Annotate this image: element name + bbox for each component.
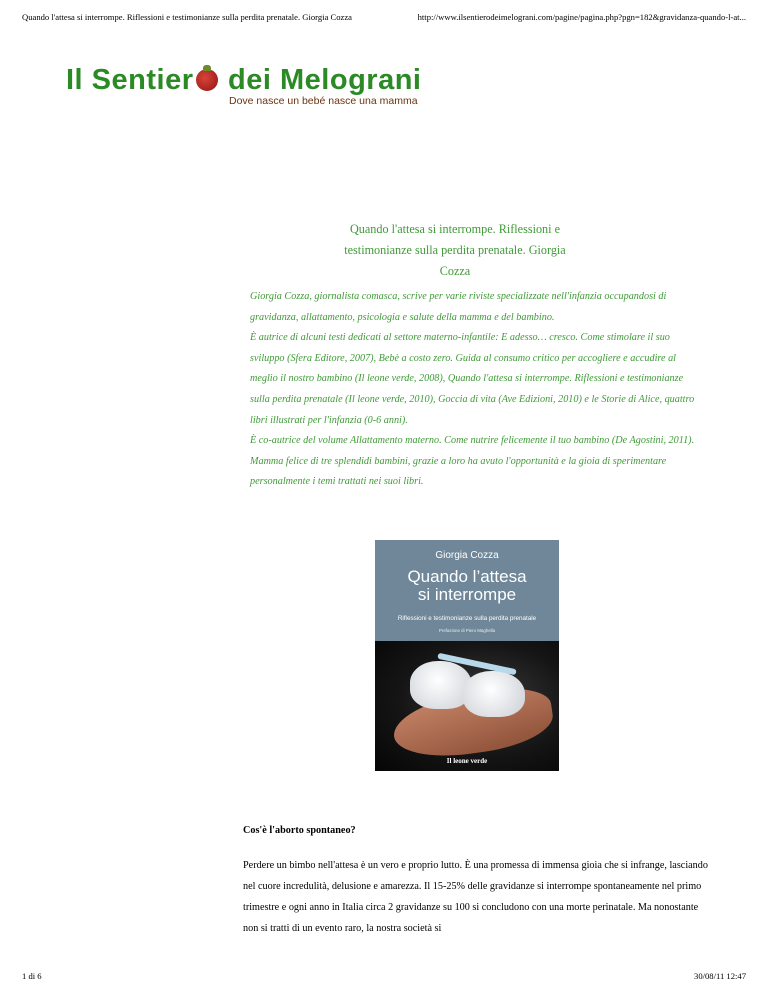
print-header xyxy=(22,12,746,26)
logo-tagline: Dove nasce un bebé nasce una mamma xyxy=(229,95,418,107)
cover-author: Giorgia Cozza xyxy=(435,550,499,561)
print-datetime: 30/08/11 12:47 xyxy=(694,971,746,981)
print-footer xyxy=(22,971,746,985)
cover-title-line: Quando l’attesa xyxy=(407,567,527,586)
bootie-shape xyxy=(463,671,525,717)
article-title-line: testimonianze sulla perdita prenatale. Giorgia xyxy=(344,243,566,257)
body-paragraph: Perdere un bimbo nell'attesa è un vero e proprio lutto. È una promessa di immensa gioia che si infrange, lasciando nel cuore incredulità, delusione e amarezza. Il 15-25% delle gravidanze si interrompe spontaneamente nel primo trimestre e ogni anno in Italia circa 2 gravidanze su 100 si concludono con una morte perinatale. Ma nonostante non si tratti di un evento raro, la nostra società si xyxy=(243,860,708,934)
bio-paragraph: Mamma felice di tre splendidi bambini, grazie a loro ha avuto l'opportunità e la gioia di sperimentare personalmente i temi trattati nei suoi libri. xyxy=(250,455,667,488)
author-bio xyxy=(250,287,702,493)
cover-photo xyxy=(375,641,559,771)
pomegranate-icon xyxy=(196,69,218,91)
print-header-title: Quando l'attesa si interrompe. Riflessioni e testimonianze sulla perdita prenatale. Giorgia Cozza xyxy=(22,12,352,22)
bio-paragraph: Giorgia Cozza, giornalista comasca, scrive per varie riviste specializzate nell'infanzia occupandosi di gravidanza, allattamento, psicologia e salute della mamma e del bambino. xyxy=(250,291,667,323)
bio-paragraph: È co-autrice del volume Allattamento materno. Come nutrire felicemente il tuo bambino (De Agostini, 2011). xyxy=(250,435,695,447)
cover-title xyxy=(375,568,559,604)
bio-paragraph: È autrice di alcuni testi dedicati al settore materno-infantile: E adesso… cresco. Come stimolare il suo sviluppo (Sfera Editore, 2007), Bebè a costo zero. Guida al consumo critico per accogliere e accudire al meglio il nostro bambino (Il leone verde, 2008), Quando l'attesa si interrompe. Riflessioni e testimonianze sulla perdita prenatale (Il leone verde, 2010), Goccia di vita (Ave Edizioni, 2010) e le Storie di Alice, quattro libri illustrati per l'infanzia (0-6 anni). xyxy=(250,332,695,426)
cover-preface: Prefazione di Piero Maghella xyxy=(438,628,496,633)
article-title xyxy=(290,219,620,282)
logo-text-part2: dei Melograni xyxy=(219,64,422,96)
article-title-line: Cozza xyxy=(439,264,471,278)
page-number: 1 di 6 xyxy=(22,971,42,981)
site-logo-wordmark xyxy=(66,64,421,96)
site-logo[interactable] xyxy=(66,64,422,114)
cover-subtitle: Riflessioni e testimonianze sulla perdita prenatale xyxy=(397,615,537,622)
section-heading: Cos'è l'aborto spontaneo? xyxy=(243,825,356,836)
logo-text-part1: Il Sentier xyxy=(66,64,194,96)
book-cover-image xyxy=(375,540,559,771)
print-header-url: http://www.ilsentierodeimelograni.com/pagine/pagina.php?pgn=182&gravidanza-quando-l-at... xyxy=(417,12,746,22)
article-title-line: Quando l'attesa si interrompe. Riflessioni e xyxy=(349,222,560,236)
cover-title-line: si interrompe xyxy=(417,585,517,604)
article-body xyxy=(243,855,713,939)
cover-publisher: Il leone verde xyxy=(446,757,488,765)
